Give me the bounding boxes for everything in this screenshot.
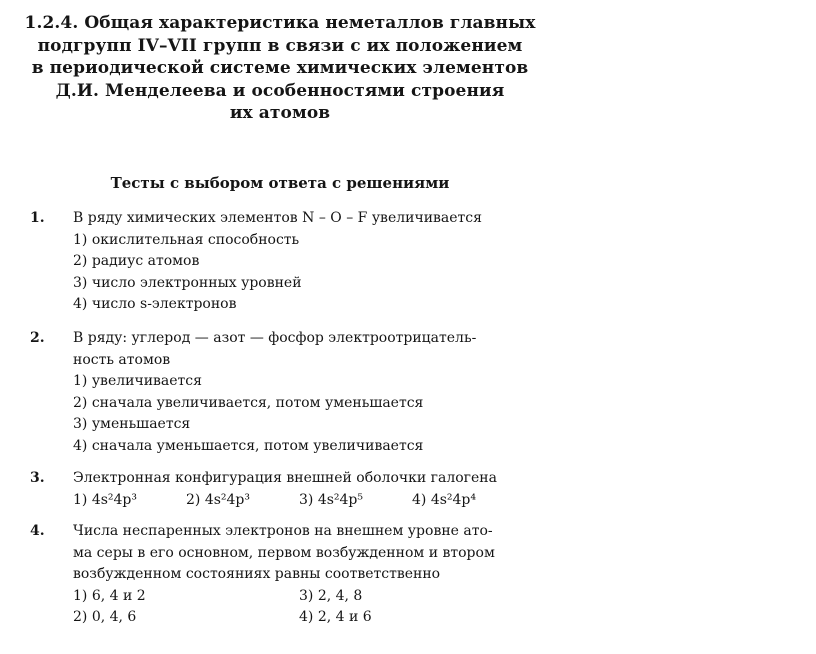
section-title xyxy=(0,12,560,125)
answer-option: 1) 6, 4 и 2 xyxy=(73,587,146,604)
answer-option: 1) окислительная способность xyxy=(73,231,300,248)
question-3 xyxy=(30,468,550,511)
question-text: В ряду химических элементов N – O – F увеличивается xyxy=(73,210,482,226)
answer-row xyxy=(73,607,550,629)
question-number: 3. xyxy=(30,470,45,486)
answer-row xyxy=(73,490,550,512)
question-4 xyxy=(30,521,550,629)
question-text: возбужденном состояниях равны соответственно xyxy=(73,566,441,582)
question-number: 1. xyxy=(30,210,45,226)
answer-option: 2) сначала увеличивается, потом уменьшается xyxy=(73,394,424,411)
answer-option: 2) радиус атомов xyxy=(73,253,200,269)
question-number: 4. xyxy=(30,523,45,539)
answer-option: 2) 4s²4p³ xyxy=(186,491,251,508)
answer-option: 3) 4s²4p⁵ xyxy=(299,491,364,508)
answer-option: 2) 0, 4, 6 xyxy=(73,609,137,625)
answer-option: 4) 4s²4p⁴ xyxy=(412,491,477,508)
answer-option: 4) сначала уменьшается, потом увеличивается xyxy=(73,437,424,454)
answer-option: 3) уменьшается xyxy=(73,416,191,432)
question-2 xyxy=(30,328,550,457)
question-1 xyxy=(30,208,550,316)
title-line: их атомов xyxy=(229,103,331,123)
title-line: 1.2.4. Общая характеристика неметаллов главных xyxy=(24,13,536,33)
title-line: подгрупп IV–VII групп в связи с их положением xyxy=(37,35,523,56)
question-text: Электронная конфигурация внешней оболочки галогена xyxy=(73,470,497,486)
question-text: ность атомов xyxy=(73,351,171,368)
question-text: Числа неспаренных электронов на внешнем уровне ато- xyxy=(73,523,493,539)
question-text: ма серы в его основном, первом возбужденном и втором xyxy=(73,544,495,561)
answer-option: 1) 4s²4p³ xyxy=(73,491,138,508)
answer-option: 4) число s-электронов xyxy=(73,296,237,312)
question-number: 2. xyxy=(30,330,45,346)
answer-option: 3) число электронных уровней xyxy=(73,274,302,291)
question-text: В ряду: углерод — азот — фосфор электроотрицатель- xyxy=(73,330,477,346)
answer-option: 1) увеличивается xyxy=(73,373,202,389)
answer-row xyxy=(73,586,550,608)
title-line: в периодической системе химических элементов xyxy=(31,58,529,78)
title-line: Д.И. Менделеева и особенностями строения xyxy=(55,80,505,101)
answer-option: 4) 2, 4 и 6 xyxy=(299,609,372,625)
answer-option: 3) 2, 4, 8 xyxy=(299,587,363,604)
subtitle: Тесты с выбором ответа с решениями xyxy=(110,174,450,192)
